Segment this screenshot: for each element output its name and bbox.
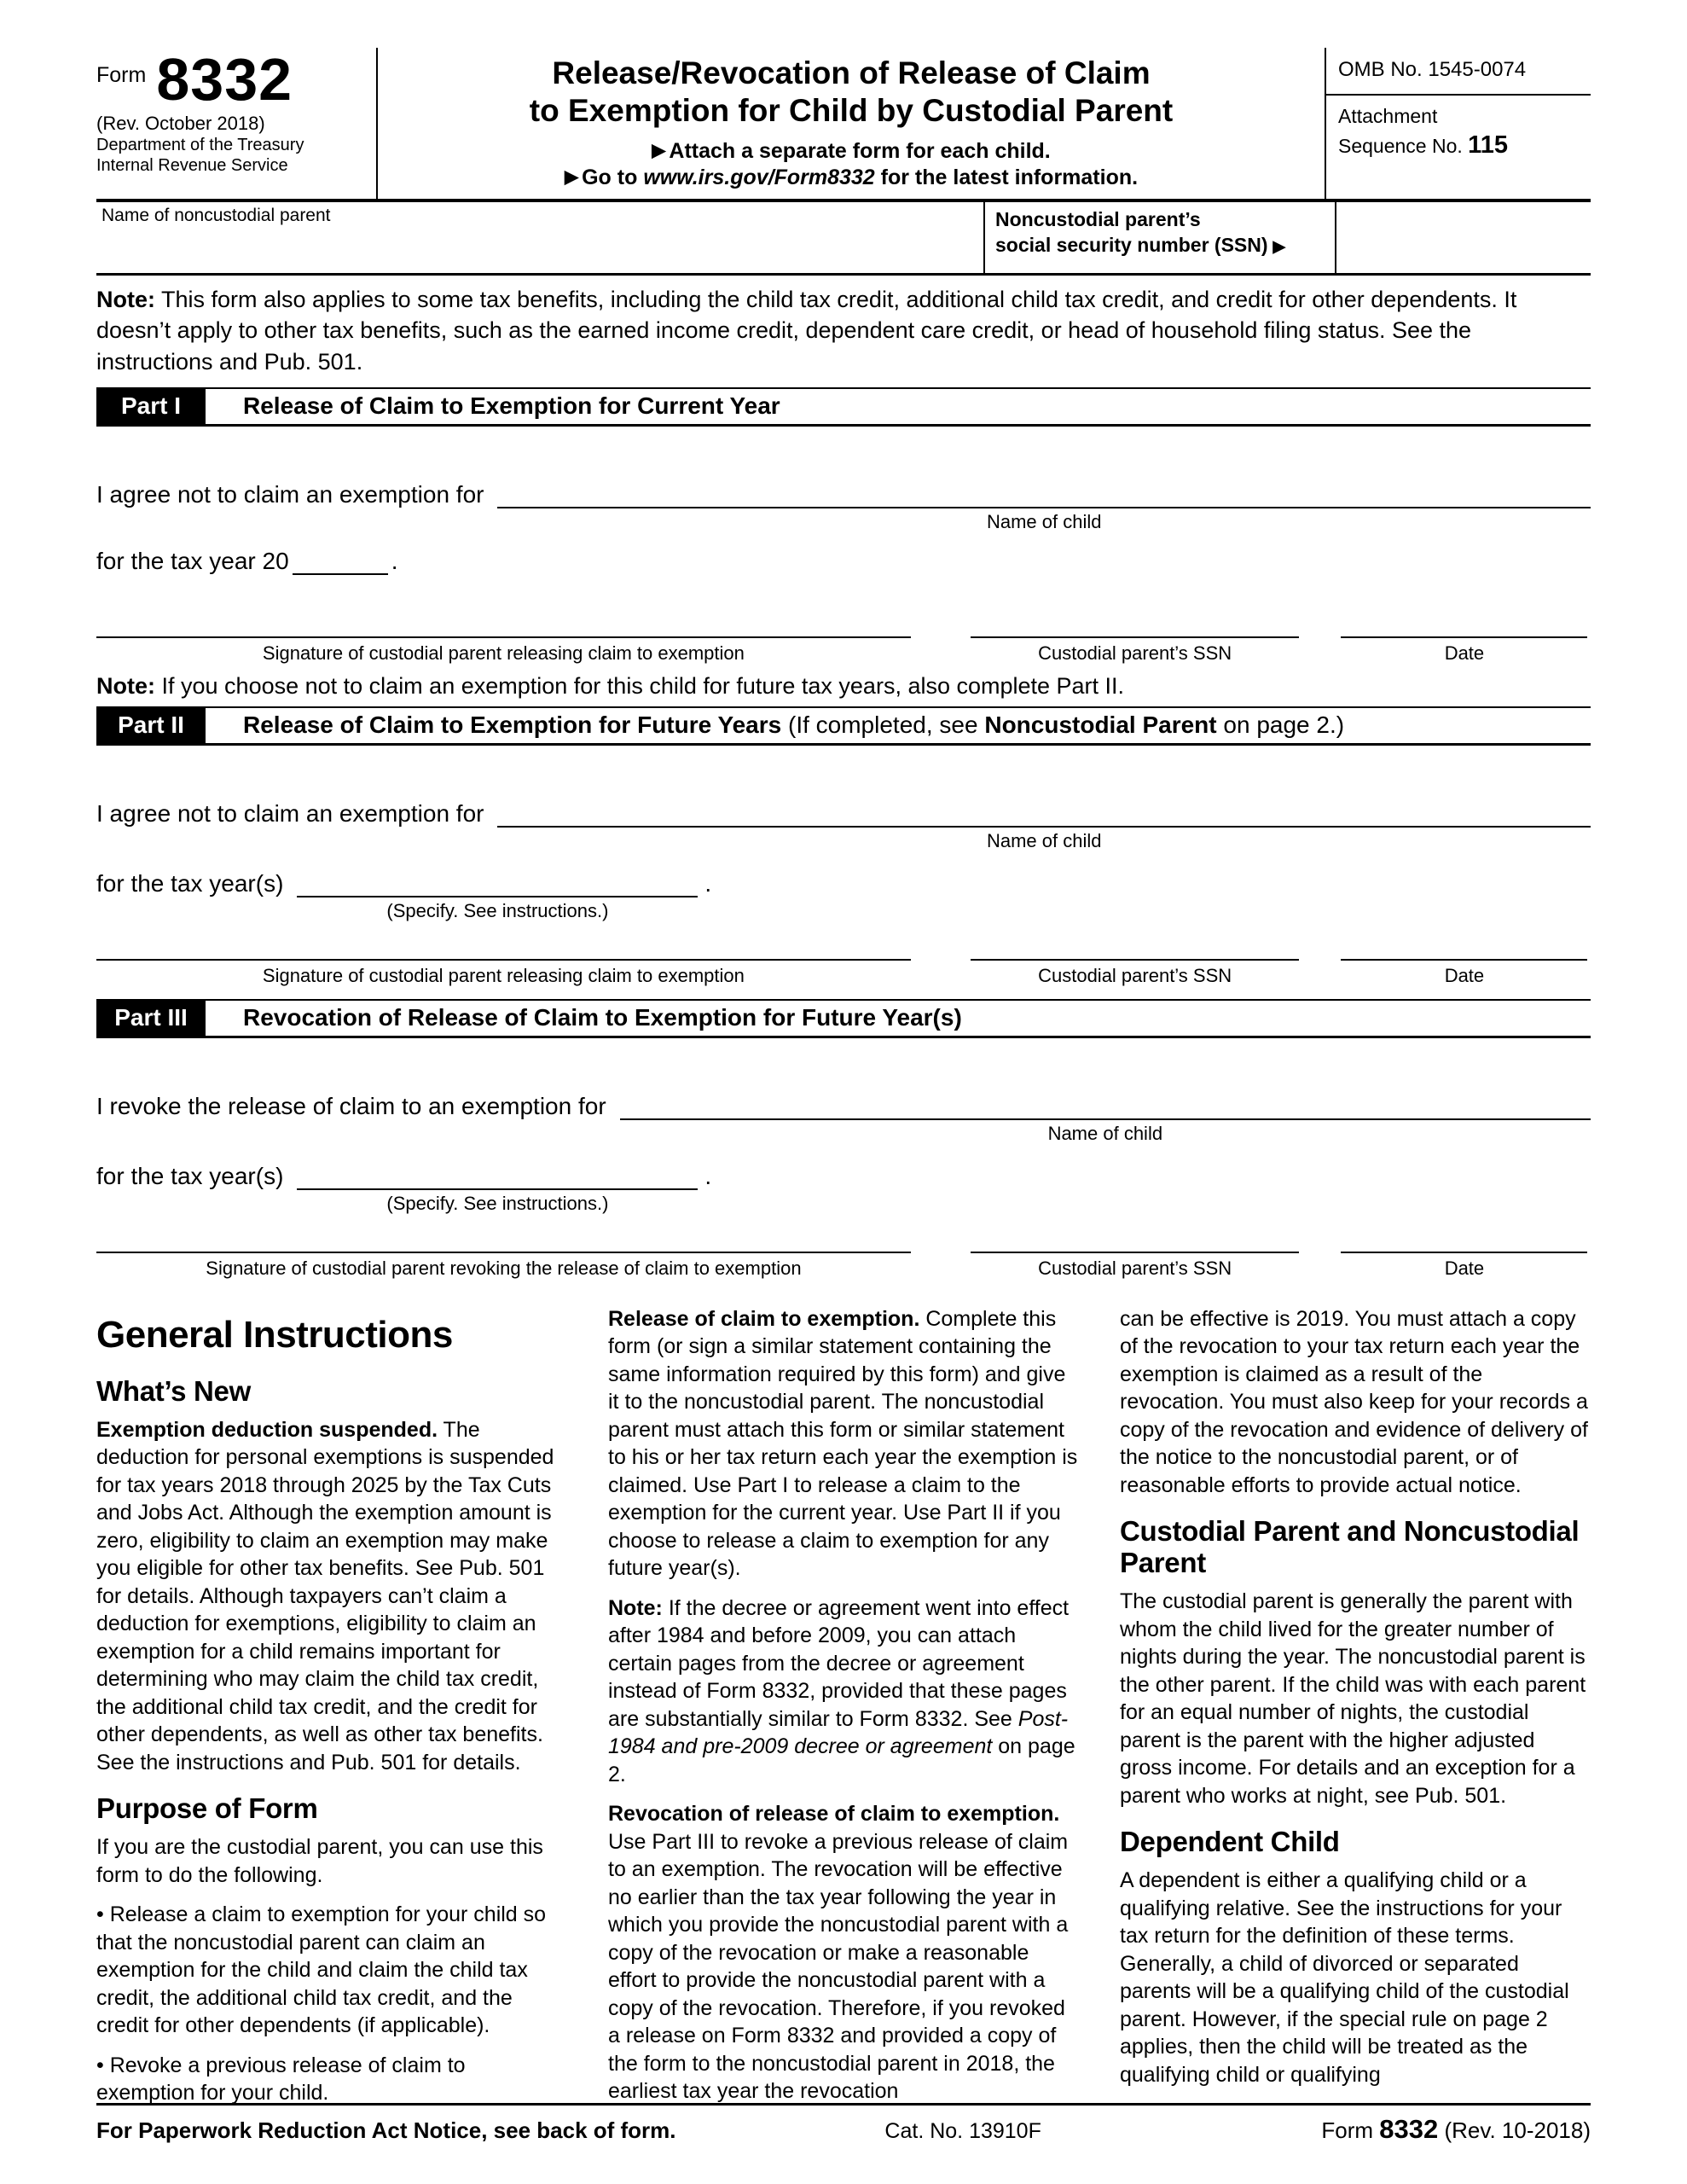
general-instructions — [96, 1305, 1591, 2119]
part3-header — [96, 999, 1591, 1038]
part1-signature-row — [96, 636, 1591, 665]
ssn-label-cell: Noncustodial parent’s social security number (SSN) ▶ — [983, 202, 1335, 273]
instructions-column-3 — [1120, 1305, 1591, 2119]
footer-form-id: Form 8332 (Rev. 10-2018) — [1321, 2114, 1591, 2144]
name-of-child-label: Name of child — [1047, 1122, 1163, 1144]
part1-body — [96, 471, 1591, 700]
part3-label: Part III — [96, 1001, 206, 1036]
name-of-child-label: Name of child — [986, 510, 1102, 532]
form-title-line2: to Exemption for Child by Custodial Parent — [529, 92, 1174, 128]
specify-instructions-label: (Specify. See instructions.) — [386, 899, 609, 921]
purpose-intro-paragraph: If you are the custodial parent, you can use this form to do the following. — [96, 1835, 543, 1887]
agency-line: Internal Revenue Service — [96, 156, 288, 176]
form-header — [96, 48, 1591, 202]
part1-signature-line[interactable]: Signature of custodial parent releasing claim to exemption — [96, 636, 911, 665]
part1-title: Release of Claim to Exemption for Current Year — [243, 392, 780, 419]
form-word: Form — [96, 63, 147, 87]
part2-date-line[interactable]: Date — [1341, 959, 1587, 987]
form-note: Note: This form also applies to some tax benefits, including the child tax credit, additional child tax credit, and credit for other dependents. It doesn’t apply to other tax benefits, such as the earned income credit, dependent care credit, or head of household filing status. See the instructions and Pub. 501. — [96, 287, 1517, 375]
paperwork-notice: For Paperwork Reduction Act Notice, see back of form. — [96, 2117, 676, 2143]
custodial-parent-paragraph: The custodial parent is generally the parent with whom the child lived for the greater number of nights during the year. The noncustodial parent is the other parent. If the child was with each parent for an equal number of nights, the custodial parent is the parent with the higher adjusted gross income. For details and an exception for a parent who works at night, see Pub. 501. — [1120, 1589, 1586, 1808]
general-instructions-heading: General Instructions — [96, 1313, 453, 1356]
department-line: Department of the Treasury — [96, 136, 304, 154]
part1-note: Note: If you choose not to claim an exemption for this child for future tax years, also complete Part II. — [96, 672, 1125, 699]
sequence-number: 115 — [1468, 131, 1508, 159]
part2-body — [96, 790, 1591, 987]
part2-title: Release of Claim to Exemption for Future Years (If completed, see Noncustodial Parent on page 2.) — [243, 711, 1345, 738]
name-field-label: Name of noncustodial parent — [101, 206, 331, 226]
part3-taxyear-row: for the tax year(s) (Specify. See instructions.) . — [96, 1153, 1591, 1190]
noncustodial-parent-ssn-field[interactable] — [1335, 202, 1591, 273]
catalog-number: Cat. No. 13910F — [884, 2119, 1041, 2143]
right-arrow-icon: ▶ — [652, 141, 666, 161]
part1-label: Part I — [96, 389, 206, 424]
decree-note-paragraph: Note: If the decree or agreement went into effect after 1984 and before 2009, you can attach certain pages from the decree or agreement instead of Form 8332, provided that these pages are substantially similar to Form 8332. See Post-1984 and pre-2009 decree or agreement on page 2. — [608, 1595, 1075, 1786]
part3-signature-row — [96, 1252, 1591, 1280]
attachment-sequence: Attachment Sequence No. 115 — [1338, 105, 1508, 159]
form-number: 8332 — [156, 46, 293, 113]
attach-instruction: ▶ Attach a separate form for each child. — [652, 139, 1051, 164]
part1-date-line[interactable]: Date — [1341, 636, 1587, 665]
revocation-paragraph: Revocation of release of claim to exemption. Use Part III to revoke a previous release of claim to an exemption. The revocation will be effective no earlier than the tax year following the year in which you provide the noncustodial parent with a copy of the revocation or make a reasonable effort to provide the noncustodial parent with a copy of the revocation. Therefore, if you revoked a release on Form 8332 and provided a copy of the form to the noncustodial parent in 2018, the earliest tax year the revocation — [608, 1802, 1069, 2104]
purpose-bullet-release: • Release a claim to exemption for your child so that the noncustodial parent can claim an exemption for the child and claim the child tax credit, the additional child tax credit, and the credit for other dependents (if applicable). — [96, 1902, 547, 2038]
goto-instruction: ▶ Go to www.irs.gov/Form8332 for the latest information. — [564, 166, 1139, 190]
release-of-claim-paragraph: Release of claim to exemption. Complete this form (or sign a similar statement containing the same information required by this form) and give it to the noncustodial parent. The noncustodial parent must attach this form or similar statement to his or her tax return each year the exemption is claimed. Use Part I to release a claim to the exemption for the current year. Use Part II if you choose to release a claim to exemption for any future year(s). — [608, 1306, 1078, 1581]
form-title-line1: Release/Revocation of Release of Claim — [552, 55, 1151, 90]
form-number-row — [96, 46, 368, 113]
part3-body — [96, 1083, 1591, 1280]
part2-custodial-ssn-line[interactable]: Custodial parent’s SSN — [971, 959, 1299, 987]
whats-new-heading: What’s New — [96, 1375, 251, 1408]
exemption-suspended-paragraph: Exemption deduction suspended. The deduction for personal exemptions is suspended for tax years 2018 through 2025 by the Tax Cuts and Jobs Act. Although the exemption amount is zero, eligibility to claim an exemption may make you eligible for other tax benefits. See Pub. 501 for details. Although taxpayers can’t claim a deduction for exemptions, eligibility to claim an exemption for a child remains important for determining who may claim the child tax credit, the additional child tax credit, and the credit for other dependents, as well as other tax benefits. See the instructions and Pub. 501 for details. — [96, 1417, 554, 1774]
part1-taxyear-row: for the tax year 20 . — [96, 541, 1591, 575]
part3-revoke-row: I revoke the release of claim to an exemption for Name of child — [96, 1083, 1591, 1120]
right-arrow-icon: ▶ — [564, 167, 579, 188]
form-id-block — [96, 48, 378, 199]
right-arrow-icon: ▶ — [1272, 238, 1286, 257]
dependent-child-heading: Dependent Child — [1120, 1826, 1340, 1858]
part3-title: Revocation of Release of Claim to Exemption for Future Year(s) — [243, 1003, 962, 1031]
part3-custodial-ssn-line[interactable]: Custodial parent’s SSN — [971, 1252, 1299, 1280]
part2-label: Part II — [96, 708, 206, 743]
part2-agree-row: I agree not to claim an exemption for Name of child — [96, 790, 1591, 828]
instructions-column-1 — [96, 1305, 567, 2119]
part2-signature-row — [96, 959, 1591, 987]
part2-taxyear-row: for the tax year(s) (Specify. See instructions.) . — [96, 860, 1591, 897]
part2-header — [96, 706, 1591, 746]
part1-agree-row: I agree not to claim an exemption for Name of child — [96, 471, 1591, 508]
name-of-child-label: Name of child — [986, 829, 1102, 851]
specify-instructions-label: (Specify. See instructions.) — [386, 1192, 609, 1214]
part3-date-line[interactable]: Date — [1341, 1252, 1587, 1280]
noncustodial-parent-name-field[interactable] — [96, 202, 983, 273]
dependent-child-paragraph: A dependent is either a qualifying child or a qualifying relative. See the instructions for your tax return for the definition of these terms. Generally, a child of divorced or separated parents will be a qualifying child of the custodial parent. However, if the special rule on page 2 applies, then the child will be treated as the qualifying child or qualifying — [1120, 1868, 1569, 2087]
omb-number: OMB No. 1545-0074 — [1326, 48, 1591, 96]
part3-signature-line[interactable]: Signature of custodial parent revoking the release of claim to exemption — [96, 1252, 911, 1280]
omb-block — [1325, 48, 1591, 199]
revocation-continuation-paragraph: can be effective is 2019. You must attach a copy of the revocation to your tax return each year the exemption is claimed as a result of the revocation. You must also keep for your records a copy of the revocation and evidence of delivery of the notice to the noncustodial parent, or of reasonable efforts to provide actual notice. — [1120, 1306, 1588, 1497]
instructions-column-2 — [608, 1305, 1079, 2119]
form-url: www.irs.gov/Form8332 — [643, 166, 875, 190]
custodial-parent-heading: Custodial Parent and Noncustodial Parent — [1120, 1515, 1580, 1579]
part1-custodial-ssn-line[interactable]: Custodial parent’s SSN — [971, 636, 1299, 665]
part1-header — [96, 387, 1591, 427]
page-footer — [96, 2103, 1591, 2145]
form-revision: (Rev. October 2018) — [96, 113, 265, 134]
part1-tax-year-field[interactable] — [293, 541, 388, 575]
part2-signature-line[interactable]: Signature of custodial parent releasing claim to exemption — [96, 959, 911, 987]
purpose-bullet-revoke: • Revoke a previous release of claim to exemption for your child. — [96, 2053, 466, 2106]
purpose-of-form-heading: Purpose of Form — [96, 1792, 318, 1825]
form-title — [390, 55, 1313, 129]
identity-row — [96, 202, 1591, 276]
form-title-block — [378, 48, 1325, 199]
